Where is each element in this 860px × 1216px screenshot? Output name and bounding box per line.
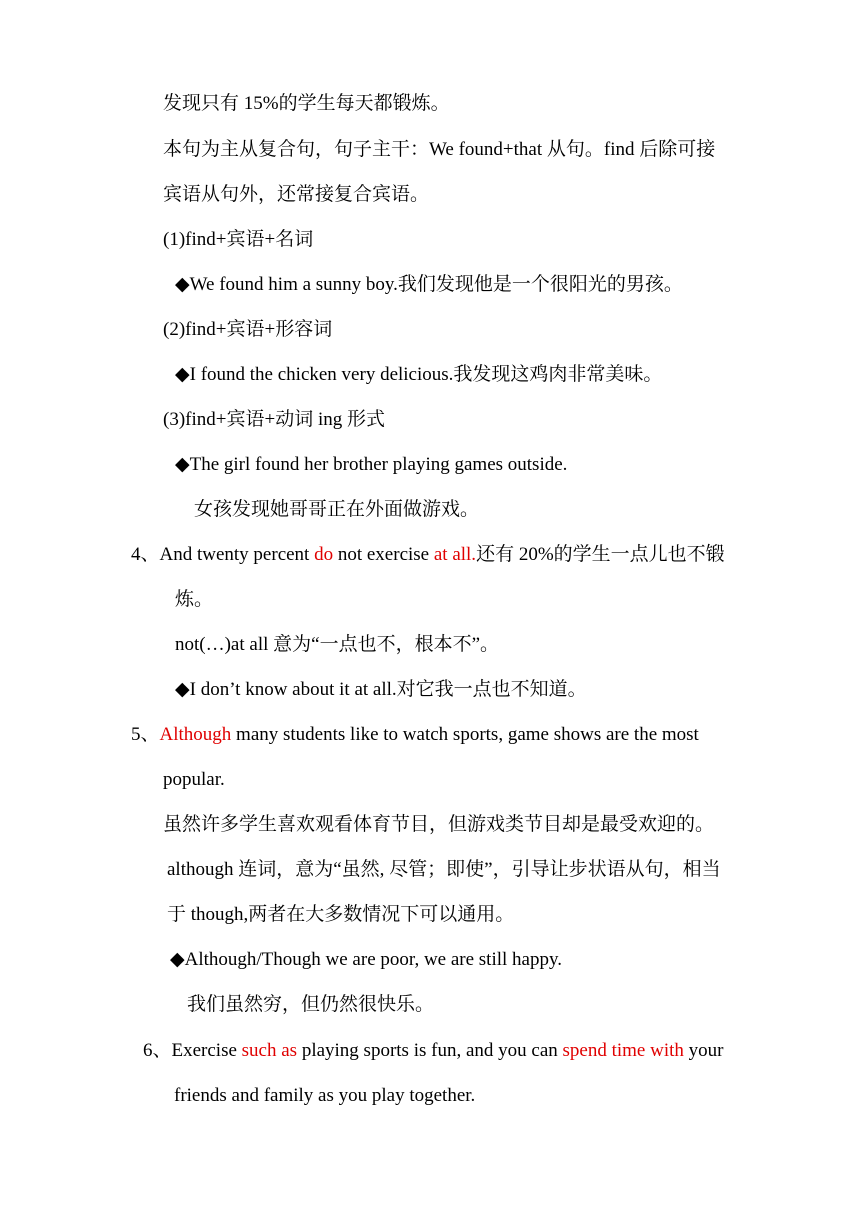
example-line xyxy=(175,678,587,702)
text-line xyxy=(167,858,721,882)
text-line xyxy=(175,633,499,657)
example-line xyxy=(175,363,662,387)
text-line xyxy=(175,588,213,612)
text-segment: ◆I don’t know about it at all.对它我一点也不知道。 xyxy=(175,679,587,700)
text-segment: friends and family as you play together. xyxy=(174,1085,476,1106)
text-segment: ◆The girl found her brother playing games outside. xyxy=(175,454,568,475)
numbered-sentence-4 xyxy=(131,543,725,567)
example-line xyxy=(175,273,683,297)
text-segment: 发现只有 15%的学生每天都锻炼。 xyxy=(163,93,450,114)
text-segment: 本句为主从复合句，句子主干：We found+that 从句。find 后除可接 xyxy=(163,139,716,160)
text-segment: 炼。 xyxy=(175,589,214,610)
text-segment: 女孩发现她哥哥正在外面做游戏。 xyxy=(194,499,480,520)
translation-line xyxy=(194,498,479,522)
text-segment: your xyxy=(683,1040,724,1061)
text-segment: 还有 20%的学生一点儿也不锻 xyxy=(476,544,725,565)
numbered-sentence-6 xyxy=(143,1039,723,1063)
text-line xyxy=(163,408,385,432)
text-segment: 我们虽然穷，但仍然很快乐。 xyxy=(187,994,435,1015)
text-segment: (2)find+宾语+形容词 xyxy=(163,319,333,340)
text-segment: ◆We found him a sunny boy.我们发现他是一个很阳光的男孩。 xyxy=(175,274,683,295)
highlight-segment: spend time with xyxy=(562,1040,684,1061)
text-line xyxy=(167,903,514,927)
text-line xyxy=(163,228,313,252)
text-segment: 虽然许多学生喜欢观看体育节目，但游戏类节目却是最受欢迎的。 xyxy=(163,814,715,835)
text-segment: (1)find+宾语+名词 xyxy=(163,229,314,250)
numbered-sentence-5 xyxy=(131,723,699,747)
text-segment: 4、And twenty percent xyxy=(131,544,315,565)
example-line xyxy=(175,453,567,477)
text-segment: popular. xyxy=(163,769,225,790)
text-segment: although 连词，意为“虽然, 尽管；即使”，引导让步状语从句，相当 xyxy=(167,859,721,880)
text-segment: playing sports is fun, and you can xyxy=(297,1040,563,1061)
text-segment: not exercise xyxy=(333,544,434,565)
text-segment: ◆Although/Though we are poor, we are still happy. xyxy=(170,949,562,970)
text-segment: many students like to watch sports, game shows are the most xyxy=(231,724,699,745)
text-segment: ◆I found the chicken very delicious.我发现这鸡肉非常美味。 xyxy=(175,364,663,385)
text-line xyxy=(163,92,450,116)
highlight-segment: such as xyxy=(241,1040,298,1061)
text-line xyxy=(163,768,225,792)
text-segment: 宾语从句外，还常接复合宾语。 xyxy=(163,184,430,205)
highlight-segment: at all. xyxy=(433,544,477,565)
translation-line xyxy=(187,993,434,1017)
text-line xyxy=(163,138,715,162)
text-segment: (3)find+宾语+动词 ing 形式 xyxy=(163,409,385,430)
text-line xyxy=(163,183,429,207)
highlight-segment: Although xyxy=(159,724,232,745)
example-line xyxy=(170,948,562,972)
text-line xyxy=(163,318,332,342)
text-segment: 5、 xyxy=(131,724,160,745)
text-segment: 于 though,两者在大多数情况下可以通用。 xyxy=(167,904,515,925)
text-line xyxy=(174,1084,475,1108)
text-line xyxy=(163,813,714,837)
text-segment: 6、Exercise xyxy=(143,1040,242,1061)
highlight-segment: do xyxy=(314,544,334,565)
text-segment: not(…)at all 意为“一点也不，根本不”。 xyxy=(175,634,500,655)
